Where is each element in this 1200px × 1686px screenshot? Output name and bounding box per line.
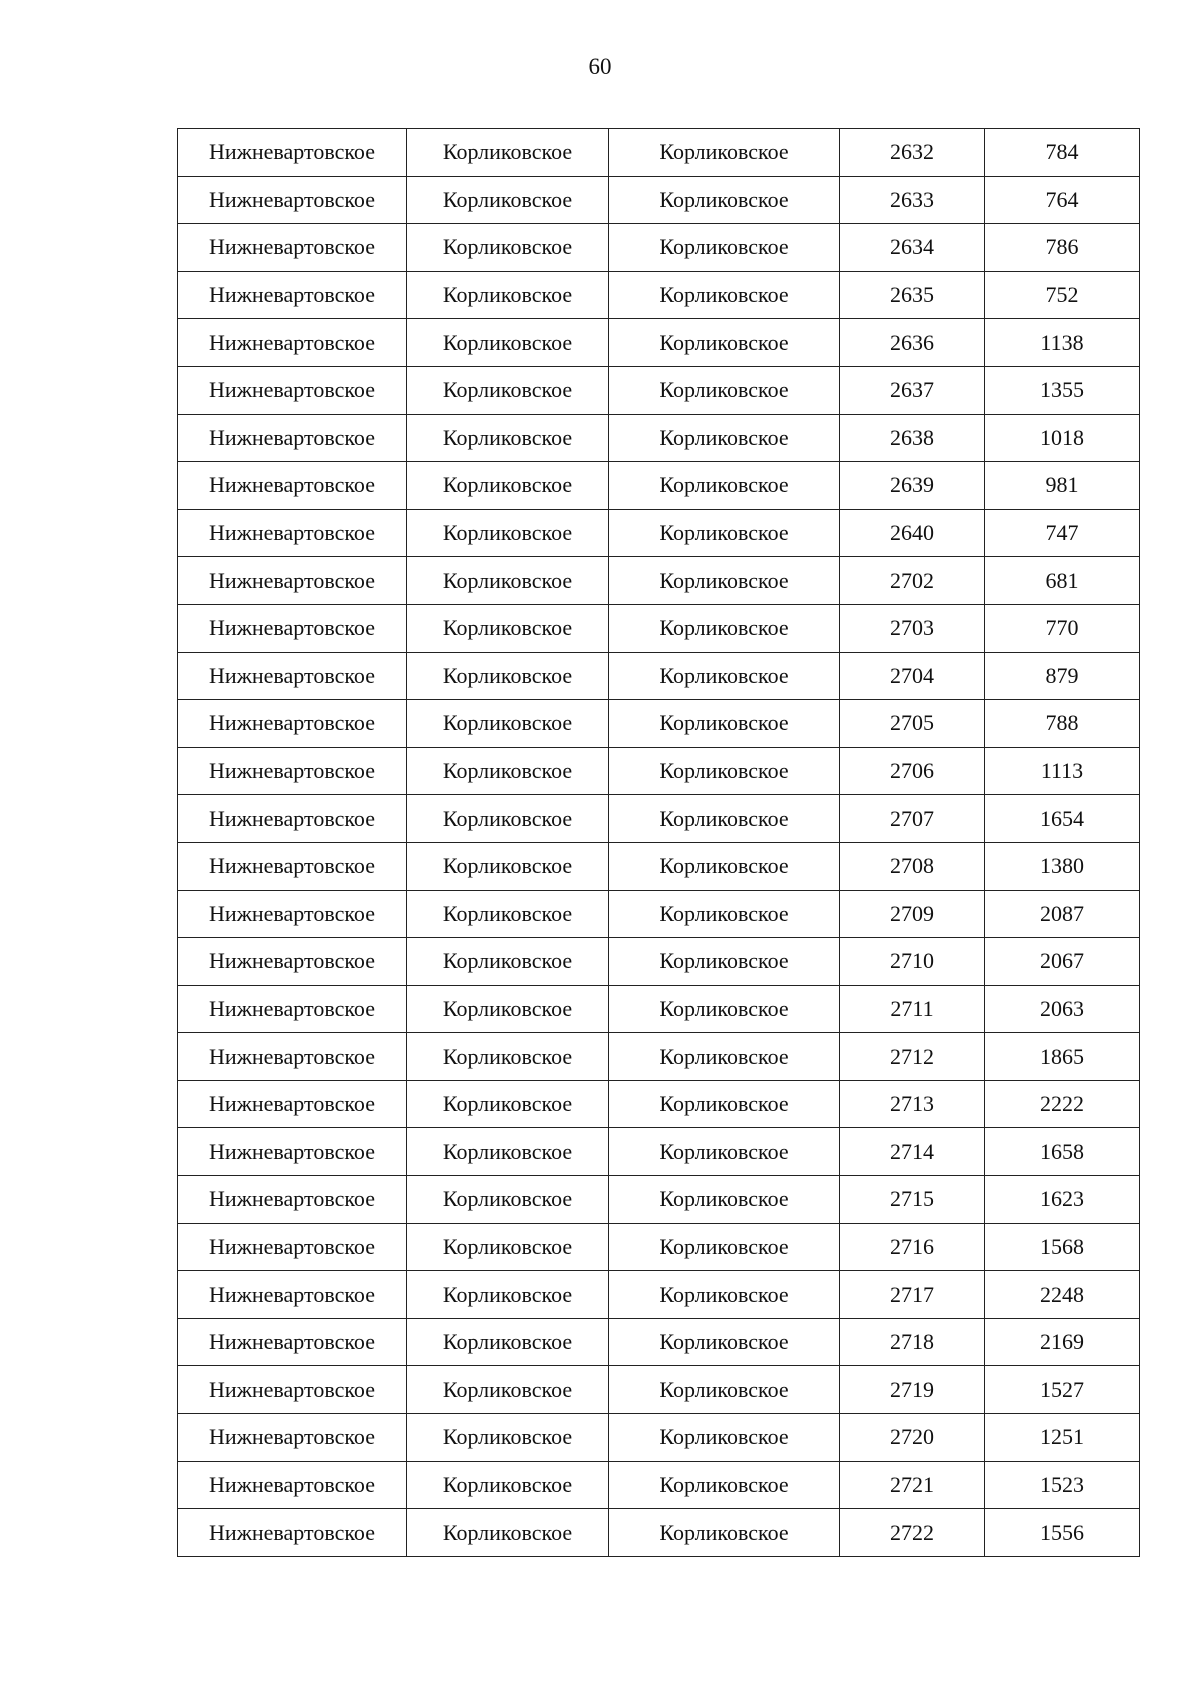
table-row xyxy=(178,366,1140,414)
deposit-cell: Корликовское xyxy=(609,938,840,986)
field-cell: Корликовское xyxy=(407,271,609,319)
district-cell: Нижневартовское xyxy=(178,795,407,843)
field-cell: Корликовское xyxy=(407,1318,609,1366)
well-number-cell: 2707 xyxy=(840,795,985,843)
field-cell: Корликовское xyxy=(407,319,609,367)
page-number: 60 xyxy=(588,54,612,79)
field-cell: Корликовское xyxy=(407,509,609,557)
value-cell: 1523 xyxy=(985,1461,1140,1509)
well-number-cell: 2706 xyxy=(840,747,985,795)
value-cell: 1865 xyxy=(985,1033,1140,1081)
field-cell: Корликовское xyxy=(407,1176,609,1224)
value-cell: 752 xyxy=(985,271,1140,319)
field-cell: Корликовское xyxy=(407,1461,609,1509)
well-number-cell: 2634 xyxy=(840,224,985,272)
table-row xyxy=(178,604,1140,652)
district-cell: Нижневартовское xyxy=(178,1128,407,1176)
district-cell: Нижневартовское xyxy=(178,319,407,367)
deposit-cell: Корликовское xyxy=(609,747,840,795)
value-cell: 2169 xyxy=(985,1318,1140,1366)
well-number-cell: 2635 xyxy=(840,271,985,319)
value-cell: 1568 xyxy=(985,1223,1140,1271)
deposit-cell: Корликовское xyxy=(609,795,840,843)
value-cell: 1355 xyxy=(985,366,1140,414)
table-row xyxy=(178,652,1140,700)
well-number-cell: 2722 xyxy=(840,1509,985,1557)
well-number-cell: 2713 xyxy=(840,1080,985,1128)
deposit-cell: Корликовское xyxy=(609,462,840,510)
well-number-cell: 2715 xyxy=(840,1176,985,1224)
field-cell: Корликовское xyxy=(407,176,609,224)
value-cell: 981 xyxy=(985,462,1140,510)
value-cell: 2067 xyxy=(985,938,1140,986)
deposit-cell: Корликовское xyxy=(609,1271,840,1319)
deposit-cell: Корликовское xyxy=(609,1414,840,1462)
deposit-cell: Корликовское xyxy=(609,271,840,319)
well-number-cell: 2716 xyxy=(840,1223,985,1271)
deposit-cell: Корликовское xyxy=(609,224,840,272)
district-cell: Нижневартовское xyxy=(178,1176,407,1224)
well-number-cell: 2702 xyxy=(840,557,985,605)
district-cell: Нижневартовское xyxy=(178,1318,407,1366)
well-number-cell: 2639 xyxy=(840,462,985,510)
district-cell: Нижневартовское xyxy=(178,1414,407,1462)
well-number-cell: 2710 xyxy=(840,938,985,986)
well-number-cell: 2633 xyxy=(840,176,985,224)
deposit-cell: Корликовское xyxy=(609,604,840,652)
deposit-cell: Корликовское xyxy=(609,985,840,1033)
value-cell: 2063 xyxy=(985,985,1140,1033)
well-number-cell: 2637 xyxy=(840,366,985,414)
table-row xyxy=(178,1176,1140,1224)
field-cell: Корликовское xyxy=(407,1080,609,1128)
well-number-cell: 2705 xyxy=(840,700,985,748)
table-row xyxy=(178,985,1140,1033)
field-cell: Корликовское xyxy=(407,700,609,748)
deposit-cell: Корликовское xyxy=(609,1223,840,1271)
well-number-cell: 2718 xyxy=(840,1318,985,1366)
table-row xyxy=(178,271,1140,319)
value-cell: 788 xyxy=(985,700,1140,748)
district-cell: Нижневартовское xyxy=(178,176,407,224)
field-cell: Корликовское xyxy=(407,129,609,177)
well-number-cell: 2717 xyxy=(840,1271,985,1319)
value-cell: 879 xyxy=(985,652,1140,700)
field-cell: Корликовское xyxy=(407,938,609,986)
value-cell: 747 xyxy=(985,509,1140,557)
deposit-cell: Корликовское xyxy=(609,842,840,890)
district-cell: Нижневартовское xyxy=(178,1080,407,1128)
district-cell: Нижневартовское xyxy=(178,652,407,700)
value-cell: 1527 xyxy=(985,1366,1140,1414)
field-cell: Корликовское xyxy=(407,604,609,652)
table-row xyxy=(178,1271,1140,1319)
value-cell: 770 xyxy=(985,604,1140,652)
table-row xyxy=(178,700,1140,748)
table-row xyxy=(178,795,1140,843)
well-number-cell: 2721 xyxy=(840,1461,985,1509)
table-body xyxy=(178,129,1140,1557)
value-cell: 1556 xyxy=(985,1509,1140,1557)
table-row xyxy=(178,509,1140,557)
field-cell: Корликовское xyxy=(407,1509,609,1557)
data-table xyxy=(177,128,1140,1557)
table-row xyxy=(178,129,1140,177)
table-row xyxy=(178,938,1140,986)
deposit-cell: Корликовское xyxy=(609,414,840,462)
field-cell: Корликовское xyxy=(407,1223,609,1271)
field-cell: Корликовское xyxy=(407,747,609,795)
data-table-container xyxy=(177,128,1139,1557)
value-cell: 764 xyxy=(985,176,1140,224)
district-cell: Нижневартовское xyxy=(178,271,407,319)
district-cell: Нижневартовское xyxy=(178,1461,407,1509)
deposit-cell: Корликовское xyxy=(609,1461,840,1509)
field-cell: Корликовское xyxy=(407,1033,609,1081)
table-row xyxy=(178,747,1140,795)
field-cell: Корликовское xyxy=(407,1366,609,1414)
field-cell: Корликовское xyxy=(407,366,609,414)
deposit-cell: Корликовское xyxy=(609,1176,840,1224)
well-number-cell: 2712 xyxy=(840,1033,985,1081)
deposit-cell: Корликовское xyxy=(609,700,840,748)
district-cell: Нижневартовское xyxy=(178,938,407,986)
deposit-cell: Корликовское xyxy=(609,1128,840,1176)
deposit-cell: Корликовское xyxy=(609,129,840,177)
deposit-cell: Корликовское xyxy=(609,1033,840,1081)
deposit-cell: Корликовское xyxy=(609,1366,840,1414)
table-row xyxy=(178,1461,1140,1509)
well-number-cell: 2720 xyxy=(840,1414,985,1462)
table-row xyxy=(178,1414,1140,1462)
value-cell: 786 xyxy=(985,224,1140,272)
value-cell: 2248 xyxy=(985,1271,1140,1319)
value-cell: 1138 xyxy=(985,319,1140,367)
well-number-cell: 2704 xyxy=(840,652,985,700)
field-cell: Корликовское xyxy=(407,890,609,938)
field-cell: Корликовское xyxy=(407,795,609,843)
field-cell: Корликовское xyxy=(407,1128,609,1176)
deposit-cell: Корликовское xyxy=(609,890,840,938)
field-cell: Корликовское xyxy=(407,842,609,890)
well-number-cell: 2636 xyxy=(840,319,985,367)
deposit-cell: Корликовское xyxy=(609,652,840,700)
well-number-cell: 2703 xyxy=(840,604,985,652)
well-number-cell: 2719 xyxy=(840,1366,985,1414)
district-cell: Нижневартовское xyxy=(178,890,407,938)
district-cell: Нижневартовское xyxy=(178,1271,407,1319)
deposit-cell: Корликовское xyxy=(609,557,840,605)
district-cell: Нижневартовское xyxy=(178,700,407,748)
value-cell: 1380 xyxy=(985,842,1140,890)
table-row xyxy=(178,1080,1140,1128)
value-cell: 1658 xyxy=(985,1128,1140,1176)
table-row xyxy=(178,462,1140,510)
field-cell: Корликовское xyxy=(407,985,609,1033)
field-cell: Корликовское xyxy=(407,1271,609,1319)
district-cell: Нижневартовское xyxy=(178,366,407,414)
district-cell: Нижневартовское xyxy=(178,1509,407,1557)
value-cell: 2087 xyxy=(985,890,1140,938)
field-cell: Корликовское xyxy=(407,652,609,700)
field-cell: Корликовское xyxy=(407,414,609,462)
table-row xyxy=(178,557,1140,605)
table-row xyxy=(178,842,1140,890)
field-cell: Корликовское xyxy=(407,224,609,272)
well-number-cell: 2714 xyxy=(840,1128,985,1176)
value-cell: 1018 xyxy=(985,414,1140,462)
table-row xyxy=(178,176,1140,224)
table-row xyxy=(178,414,1140,462)
table-row xyxy=(178,1366,1140,1414)
district-cell: Нижневартовское xyxy=(178,224,407,272)
table-row xyxy=(178,1223,1140,1271)
value-cell: 1654 xyxy=(985,795,1140,843)
table-row xyxy=(178,1318,1140,1366)
district-cell: Нижневартовское xyxy=(178,985,407,1033)
table-row xyxy=(178,224,1140,272)
district-cell: Нижневартовское xyxy=(178,509,407,557)
table-row xyxy=(178,1509,1140,1557)
well-number-cell: 2709 xyxy=(840,890,985,938)
table-row xyxy=(178,1033,1140,1081)
district-cell: Нижневартовское xyxy=(178,557,407,605)
district-cell: Нижневартовское xyxy=(178,462,407,510)
well-number-cell: 2632 xyxy=(840,129,985,177)
well-number-cell: 2708 xyxy=(840,842,985,890)
table-row xyxy=(178,890,1140,938)
field-cell: Корликовское xyxy=(407,557,609,605)
value-cell: 1251 xyxy=(985,1414,1140,1462)
deposit-cell: Корликовское xyxy=(609,319,840,367)
value-cell: 784 xyxy=(985,129,1140,177)
district-cell: Нижневартовское xyxy=(178,414,407,462)
value-cell: 1623 xyxy=(985,1176,1140,1224)
field-cell: Корликовское xyxy=(407,462,609,510)
deposit-cell: Корликовское xyxy=(609,509,840,557)
district-cell: Нижневартовское xyxy=(178,129,407,177)
well-number-cell: 2711 xyxy=(840,985,985,1033)
field-cell: Корликовское xyxy=(407,1414,609,1462)
district-cell: Нижневартовское xyxy=(178,1223,407,1271)
deposit-cell: Корликовское xyxy=(609,1080,840,1128)
value-cell: 2222 xyxy=(985,1080,1140,1128)
district-cell: Нижневартовское xyxy=(178,747,407,795)
district-cell: Нижневартовское xyxy=(178,842,407,890)
district-cell: Нижневартовское xyxy=(178,604,407,652)
value-cell: 681 xyxy=(985,557,1140,605)
table-row xyxy=(178,1128,1140,1176)
value-cell: 1113 xyxy=(985,747,1140,795)
deposit-cell: Корликовское xyxy=(609,1509,840,1557)
deposit-cell: Корликовское xyxy=(609,366,840,414)
table-row xyxy=(178,319,1140,367)
deposit-cell: Корликовское xyxy=(609,176,840,224)
district-cell: Нижневартовское xyxy=(178,1033,407,1081)
well-number-cell: 2638 xyxy=(840,414,985,462)
well-number-cell: 2640 xyxy=(840,509,985,557)
district-cell: Нижневартовское xyxy=(178,1366,407,1414)
deposit-cell: Корликовское xyxy=(609,1318,840,1366)
